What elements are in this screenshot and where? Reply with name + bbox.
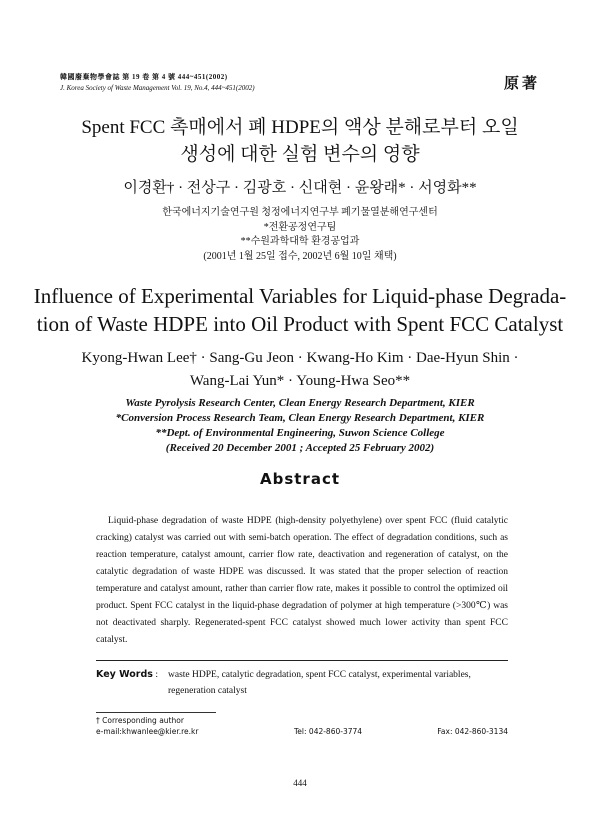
korean-affiliation-1: 한국에너지기술연구원 청정에너지연구부 폐기물열분해연구센터 xyxy=(162,207,438,218)
contact-row xyxy=(96,726,508,737)
english-affiliations xyxy=(30,396,570,456)
footnote-separator xyxy=(96,712,216,713)
corresponding-author-note: † Corresponding author xyxy=(96,716,184,725)
korean-title-line-1: Spent FCC 촉매에서 폐 HDPE의 액상 분해로부터 오일 xyxy=(81,117,519,138)
korean-authors: 이경환† · 전상구 · 김광호 · 신대현 · 윤왕래* · 서영화** xyxy=(123,180,477,196)
page-number: 444 xyxy=(293,778,307,788)
keywords-separator: : xyxy=(155,670,158,680)
english-authors-line-1: Kyong-Hwan Lee† · Sang-Gu Jeon · Kwang-Ho Kim · Dae-Hyun Shin · xyxy=(81,350,519,366)
abstract-heading: Abstract xyxy=(259,470,341,488)
english-authors xyxy=(30,347,570,393)
english-affiliation-1: Waste Pyrolysis Research Center, Clean Energy Research Department, KIER xyxy=(125,397,475,409)
korean-title-line-2: 생성에 대한 실험 변수의 영향 xyxy=(180,144,420,165)
telephone-number: Tel: 042-860-3774 xyxy=(294,727,363,736)
journal-header xyxy=(60,72,540,92)
english-title-line-1: Influence of Experimental Variables for Liquid-phase Degrada- xyxy=(33,284,567,308)
abstract-body: Liquid-phase degradation of waste HDPE (high-density polyethylene) over spent FCC (fluid catalytic cracking) catalyst was carried out with semi-batch operation. The effect of degradation conditions, such as reaction temperature, catalyst amount, carrier flow rate, deactivation and regeneration of catalyst, on the catalytic degradation of waste HDPE was discussed. It was stated that the proper selection of reaction temperature and catalyst amount, rather than carrier flow rate, makes it possible to control the optimized oil product. Spent FCC catalyst in the liquid-phase degradation of polymer at high temperature (>300℃) was not deactivated sharply. Regenerated-spent FCC catalyst showed much lower activity than spent FCC catalyst. xyxy=(96,516,508,645)
keywords-text: waste HDPE, catalytic degradation, spent FCC catalyst, experimental variables, regeneration catalyst xyxy=(168,670,471,696)
korean-title xyxy=(30,114,570,168)
korean-dates: (2001년 1월 25일 접수, 2002년 6월 10일 채택) xyxy=(203,250,397,262)
korean-affiliation-3: **수원과학대학 환경공업과 xyxy=(240,236,360,247)
korean-affiliations xyxy=(30,206,570,264)
keywords-top-rule xyxy=(96,660,508,661)
english-dates: (Received 20 December 2001 ; Accepted 25 February 2002) xyxy=(165,442,435,454)
english-authors-line-2: Wang-Lai Yun* · Young-Hwa Seo** xyxy=(189,373,411,389)
paper-type-label: 原著 xyxy=(503,76,540,92)
english-affiliation-2: *Conversion Process Research Team, Clean Energy Research Department, KIER xyxy=(115,412,485,424)
english-title-line-2: tion of Waste HDPE into Oil Product with Spent FCC Catalyst xyxy=(36,312,564,336)
footnote xyxy=(96,712,508,737)
journal-name-english: J. Korea Society of Waste Management Vol. 19, No.4, 444~451(2002) xyxy=(60,84,255,92)
keywords-label: Key Words xyxy=(96,669,153,680)
korean-affiliation-2: *전환공정연구팀 xyxy=(263,221,337,233)
email-address: e-mail:khwanlee@kier.re.kr xyxy=(96,727,199,736)
english-title xyxy=(30,282,570,338)
english-affiliation-3: **Dept. of Environmental Engineering, Suwon Science College xyxy=(155,427,445,439)
journal-name-korean: 韓國廢棄物學會誌 第 19 卷 第 4 號 444~451(2002) xyxy=(60,73,228,81)
keywords-block xyxy=(96,667,508,696)
fax-number: Fax: 042-860-3134 xyxy=(437,727,508,736)
